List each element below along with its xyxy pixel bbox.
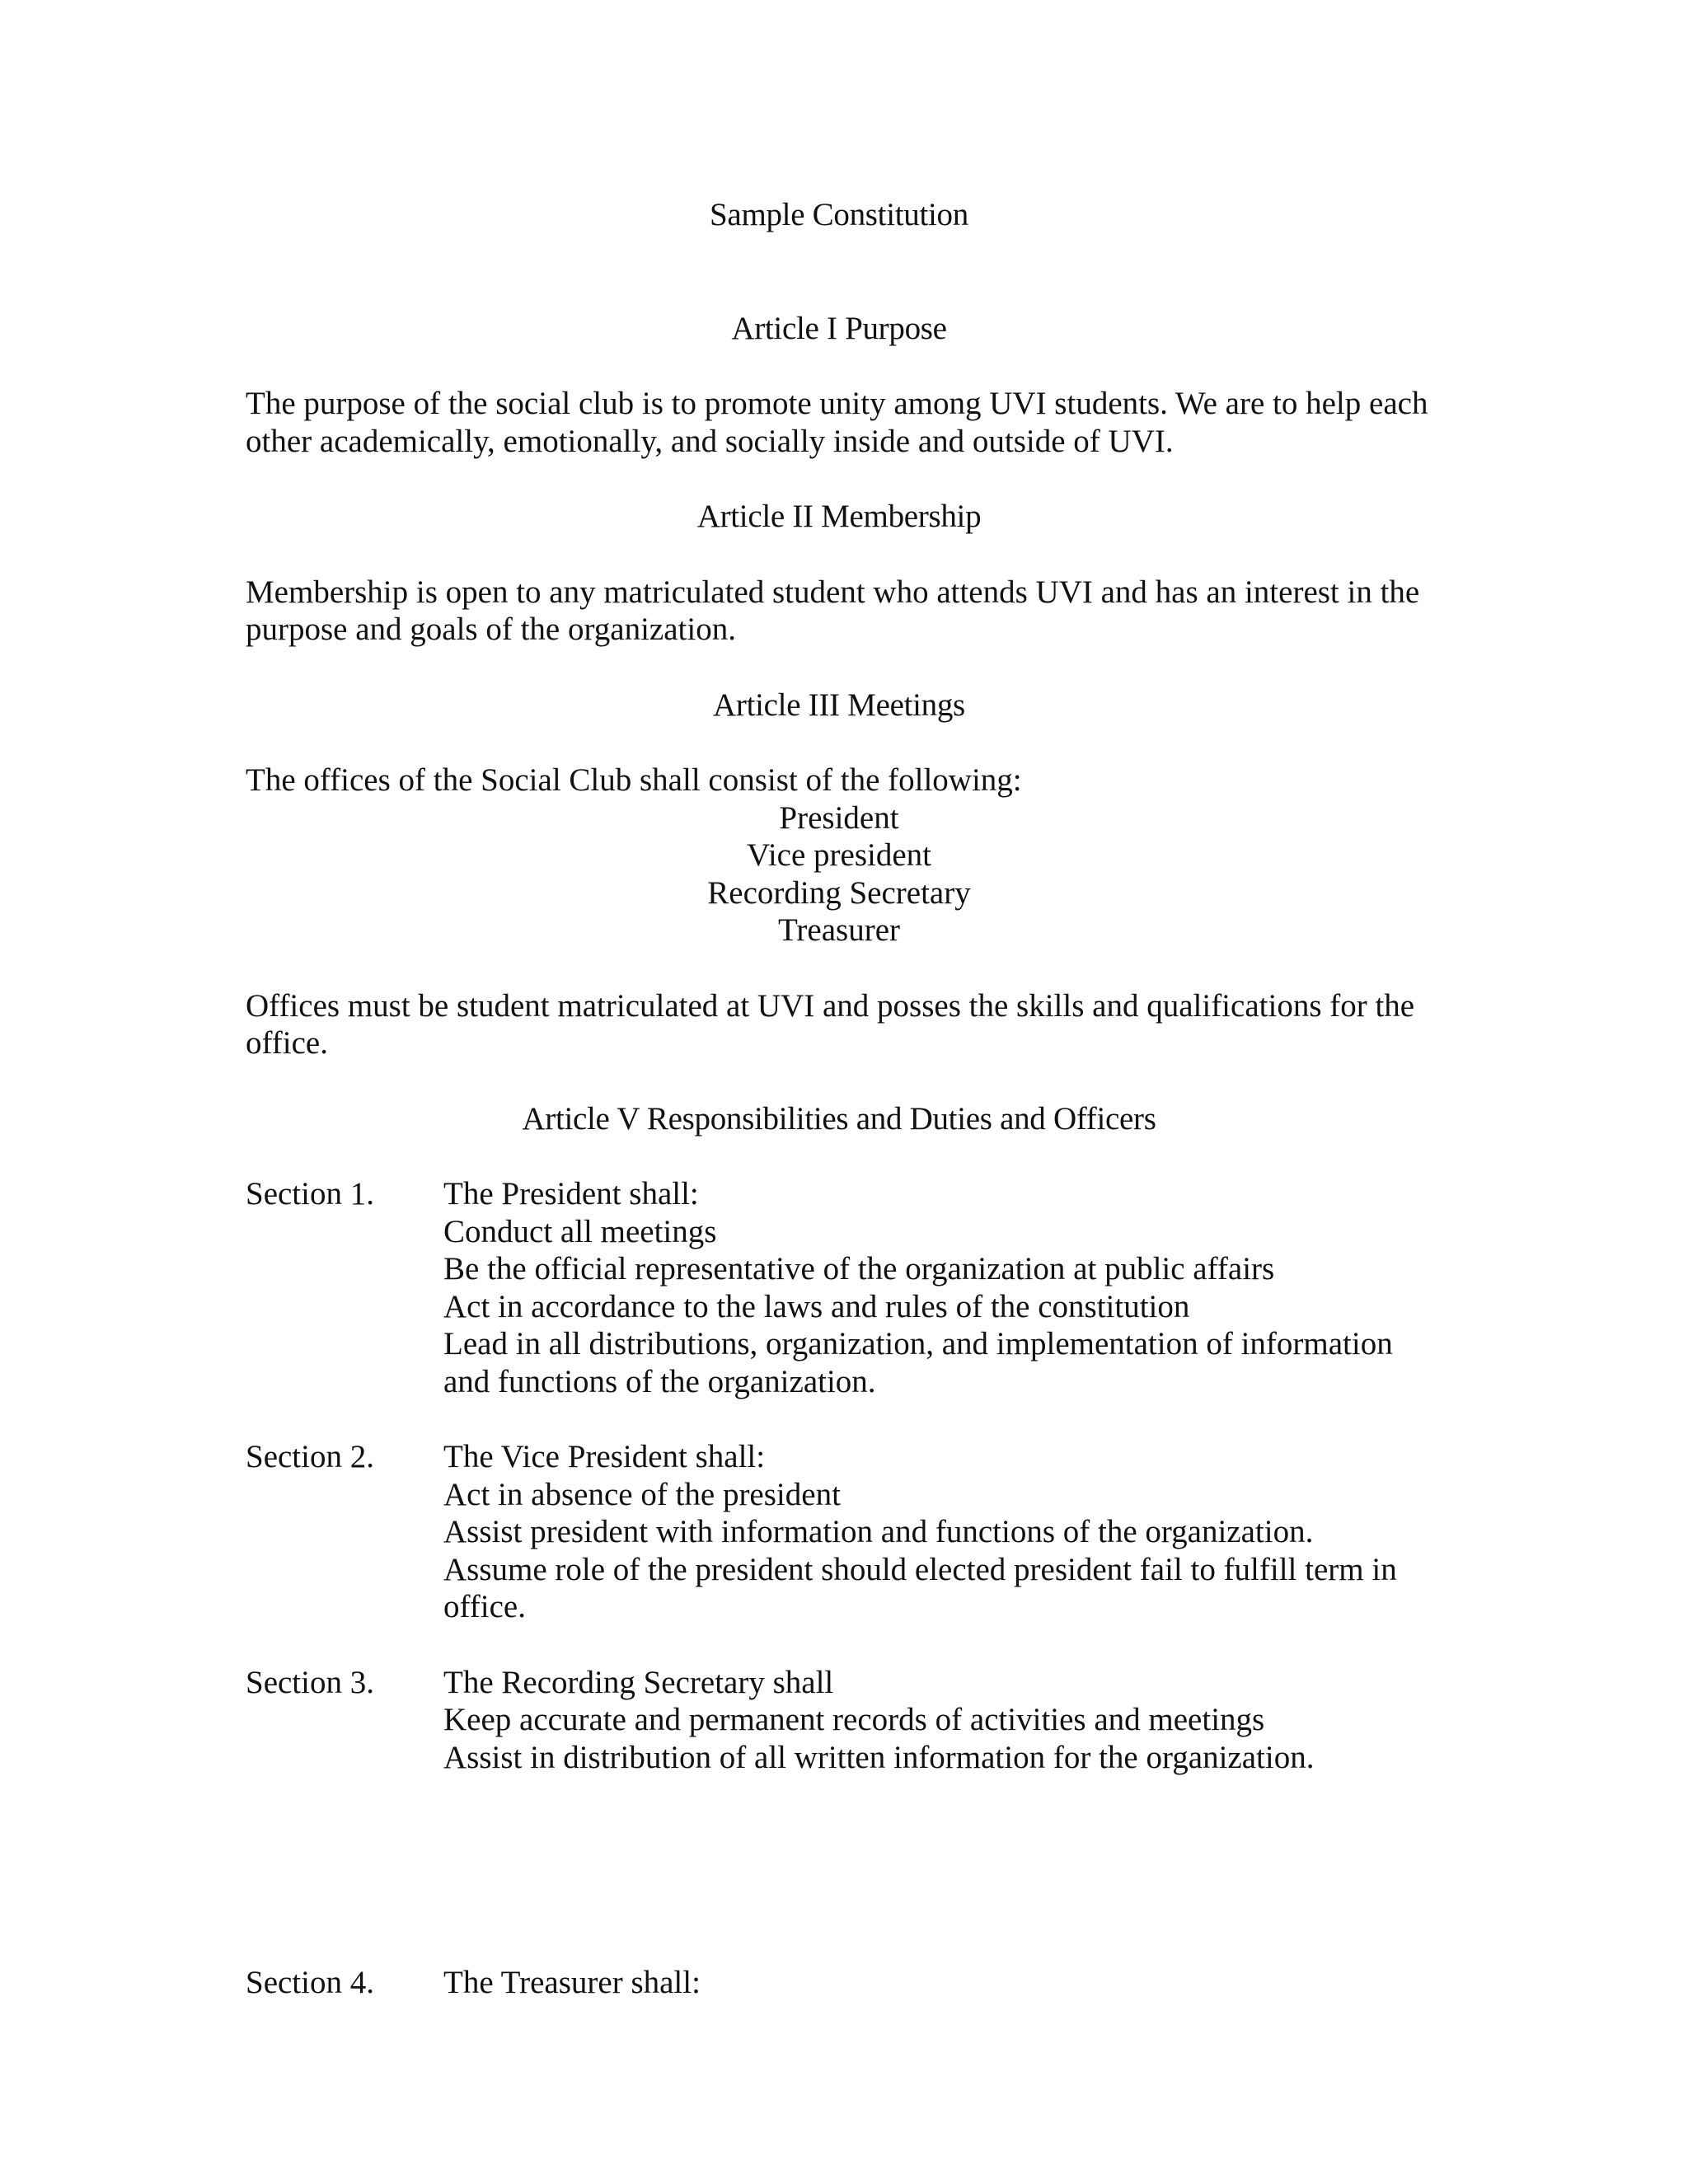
section-2 (246, 1438, 1432, 1626)
office-item: Treasurer (777, 912, 901, 948)
section-body (443, 1175, 1432, 1400)
section-label: Section 3. (246, 1664, 374, 1700)
section-line: The Treasurer shall: (443, 1965, 701, 2000)
section-body (443, 1964, 1432, 2002)
office-item: President (779, 799, 899, 836)
section-line: Keep accurate and permanent records of activities and meetings (443, 1702, 1265, 1737)
section-line: The Vice President shall: (443, 1439, 766, 1474)
article-3-text: Offices must be student matriculated at UVI and posses the skills and qualifications for the office. (246, 987, 1415, 1061)
section-line: The Recording Secretary shall (443, 1664, 834, 1700)
offices-intro: The offices of the Social Club shall consist of the following: (246, 762, 1022, 798)
article-1-heading: Article I Purpose (731, 310, 947, 346)
offices-list (246, 799, 1432, 949)
section-line: Assist in distribution of all written information for the organization. (443, 1739, 1315, 1775)
document-content (246, 196, 1432, 2040)
article-5-heading: Article V Responsibilities and Duties and Officers (522, 1100, 1156, 1137)
section-label: Section 2. (246, 1439, 374, 1474)
article-1-text: The purpose of the social club is to promote unity among UVI students. We are to help each other academically, emotionally, and socially inside and outside of UVI. (246, 386, 1428, 459)
article-2-text: Membership is open to any matriculated student who attends UVI and has an interest in the purpose and goals of the organization. (246, 574, 1420, 647)
page-gap (246, 1814, 1432, 1964)
section-label: Section 4. (246, 1965, 374, 2000)
section-line: Act in accordance to the laws and rules of the constitution (443, 1288, 1190, 1324)
section-line: The President shall: (443, 1176, 699, 1212)
offices-block (246, 762, 1432, 949)
article-3-heading: Article III Meetings (713, 687, 965, 723)
office-item: Recording Secretary (707, 874, 971, 911)
section-body (443, 1664, 1432, 1777)
section-1 (246, 1175, 1432, 1400)
office-item: Vice president (747, 837, 931, 873)
section-4 (246, 1964, 1432, 2002)
section-line: Conduct all meetings (443, 1213, 717, 1249)
section-line: Be the official representative of the organization at public affairs (443, 1251, 1275, 1286)
section-body (443, 1438, 1432, 1626)
section-3 (246, 1664, 1432, 1777)
section-line: Assist president with information and functions of the organization. (443, 1514, 1314, 1549)
section-label: Section 1. (246, 1176, 374, 1212)
document-title: Sample Constitution (710, 197, 968, 232)
article-2-heading: Article II Membership (696, 499, 982, 534)
section-line: Act in absence of the president (443, 1476, 841, 1512)
section-line: Assume role of the president should elected president fail to fulfill term in office. (443, 1551, 1397, 1624)
section-line: Lead in all distributions, organization, and implementation of information and functions of the organization. (443, 1326, 1393, 1399)
